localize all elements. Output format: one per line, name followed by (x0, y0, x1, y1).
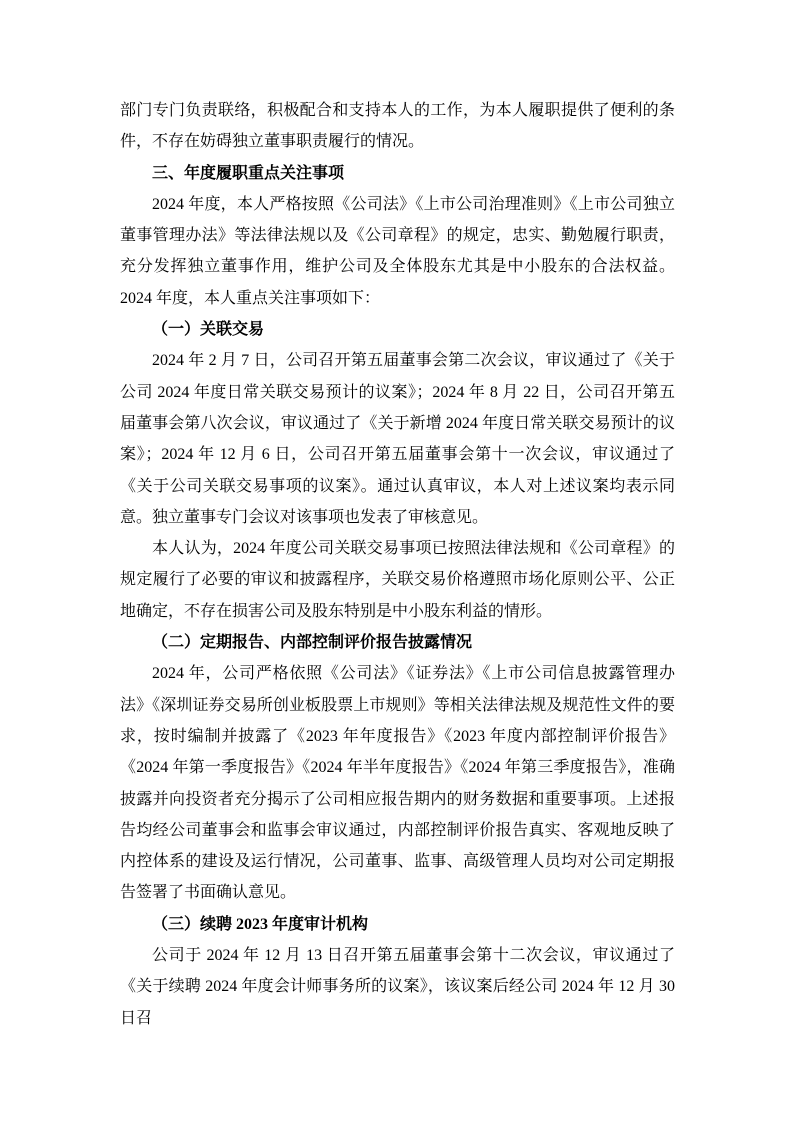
section-heading: 三、年度履职重点关注事项 (152, 164, 345, 182)
paragraph: 2024 年，公司严格依照《公司法》《证券法》《上市公司信息披露管理办法》《深圳证券交易所创业板股票上市规则》等相关法律法规及规范性文件的要求，按时编制并披露了《2023 年年度报告》《2023 年度内部控制评价报告》《2024 年第一季度报告》《2024 年半年度报告》《2024 年第三季度报告》，准确披露并向投资者充分揭示了公司相应报告期内的财务数据和重要事项。上述报告均经公司董事会和监事会审议通过，内部控制评价报告真实、客观地反映了内控体系的建设及运行情况，公司董事、监事、高级管理人员均对公司定期报告签署了书面确认意见。 (120, 665, 675, 902)
paragraph: 2024 年 2 月 7 日，公司召开第五届董事会第二次会议，审议通过了《关于公司 2024 年度日常关联交易预计的议案》；2024 年 8 月 22 日，公司召开第五届董事会第八次会议，审议通过了《关于新增 2024 年度日常关联交易预计的议案》；2024 年 12 月 6 日，公司召开第五届董事会第十一次会议，审议通过了《关于公司关联交易事项的议案》。通过认真审议，本人对上述议案均表示同意。独立董事专门会议对该事项也发表了审核意见。 (120, 352, 675, 526)
subsection-heading-periodic-reports: （二）定期报告、内部控制评价报告披露情况 (152, 634, 473, 652)
paragraph: 公司于 2024 年 12 月 13 日召开第五届董事会第十二次会议，审议通过了《关于续聘 2024 年度会计师事务所的议案》，该议案后经公司 2024 年 12 月 30 日召 (120, 947, 675, 1027)
paragraph: 2024 年度，本人严格按照《公司法》《上市公司治理准则》《上市公司独立董事管理办法》等法律法规以及《公司章程》的规定，忠实、勤勉履行职责，充分发挥独立董事作用，维护公司及全体股东尤其是中小股东的合法权益。2024 年度，本人重点关注事项如下： (120, 195, 675, 307)
document-content (120, 95, 675, 1034)
subsection-heading-audit-firm: （三）续聘 2023 年度审计机构 (152, 915, 369, 933)
paragraph: 本人认为，2024 年度公司关联交易事项已按照法律法规和《公司章程》的规定履行了必要的审议和披露程序，关联交易价格遵照市场化原则公平、公正地确定，不存在损害公司及股东特别是中小股东利益的情形。 (120, 540, 675, 620)
continued-paragraph: 部门专门负责联络，积极配合和支持本人的工作，为本人履职提供了便利的条件，不存在妨碍独立董事职责履行的情况。 (120, 102, 675, 151)
subsection-heading-related-transactions: （一）关联交易 (152, 321, 265, 339)
